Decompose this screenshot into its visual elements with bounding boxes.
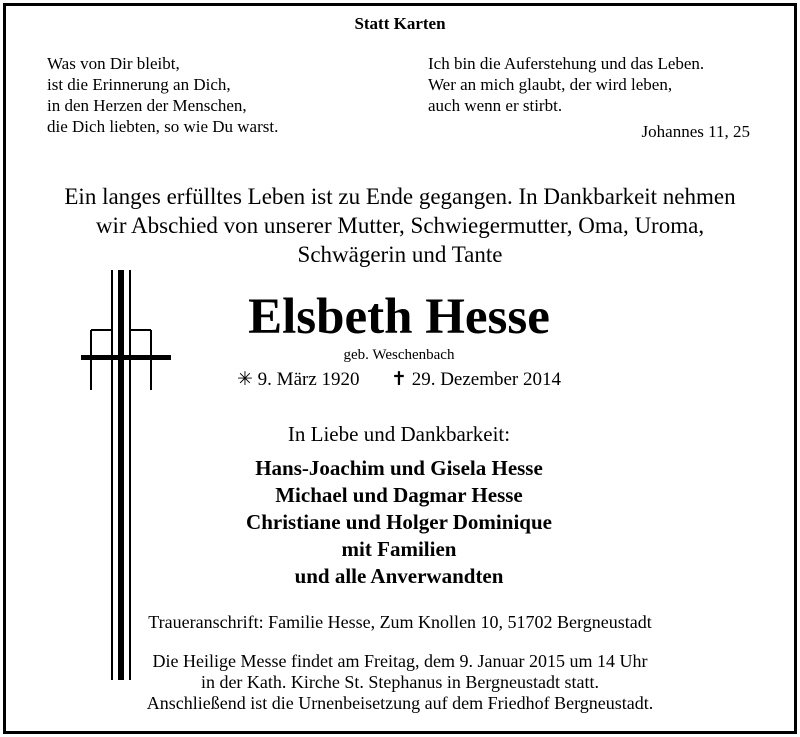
intro-line: Ein langes erfülltes Leben ist zu Ende gegangen. In Dankbarkeit nehmen — [64, 184, 736, 209]
verse-left-line: in den Herzen der Menschen, — [47, 96, 247, 115]
mourner-name: Hans-Joachim und Gisela Hesse — [255, 456, 543, 480]
verse-left-line: die Dich liebten, so wie Du warst. — [47, 117, 279, 136]
death-date: 29. Dezember 2014 — [411, 369, 561, 390]
verse-left — [47, 53, 278, 137]
obituary-notice — [3, 3, 797, 734]
verse-right-line: Ich bin die Auferstehung und das Leben. — [428, 54, 705, 73]
intro-line: Schwägerin und Tante — [297, 242, 503, 267]
mourners-intro: In Liebe und Dankbarkeit: — [287, 422, 511, 446]
birth-star-icon: ✳ — [237, 369, 253, 390]
intro-text — [6, 182, 794, 269]
mourner-name: Christiane und Holger Dominique — [246, 510, 552, 534]
mourners-list — [188, 455, 610, 590]
verse-reference: Johannes 11, 25 — [641, 122, 750, 141]
intro-line: wir Abschied von unserer Mutter, Schwiegermutter, Oma, Uroma, — [95, 213, 705, 238]
verse-right-line: Wer an mich glaubt, der wird leben, — [428, 75, 673, 94]
mourning-address: Traueranschrift: Familie Hesse, Zum Knollen 10, 51702 Bergneustadt — [148, 612, 652, 632]
deceased-name: Elsbeth Hesse — [248, 289, 550, 345]
verse-right — [428, 53, 704, 116]
verse-left-line: ist die Erinnerung an Dich, — [47, 75, 231, 94]
birth-name: geb. Weschenbach — [343, 347, 455, 363]
life-dates — [188, 368, 610, 391]
mourner-name: mit Familien — [341, 537, 457, 561]
death-cross-icon: ✝ — [391, 369, 407, 390]
mourner-name: und alle Anverwandten — [294, 564, 504, 588]
mass-info — [6, 651, 794, 714]
header-title: Statt Karten — [354, 14, 446, 33]
birth-date: 9. März 1920 — [257, 369, 360, 390]
mass-line: Die Heilige Messe findet am Freitag, dem 9. Januar 2015 um 14 Uhr — [152, 651, 648, 671]
mourner-name: Michael und Dagmar Hesse — [275, 483, 523, 507]
verse-left-line: Was von Dir bleibt, — [47, 54, 180, 73]
verse-right-line: auch wenn er stirbt. — [428, 96, 563, 115]
mass-line: in der Kath. Kirche St. Stephanus in Bergneustadt statt. — [200, 672, 600, 692]
mass-line: Anschließend ist die Urnenbeisetzung auf dem Friedhof Bergneustadt. — [146, 693, 654, 713]
